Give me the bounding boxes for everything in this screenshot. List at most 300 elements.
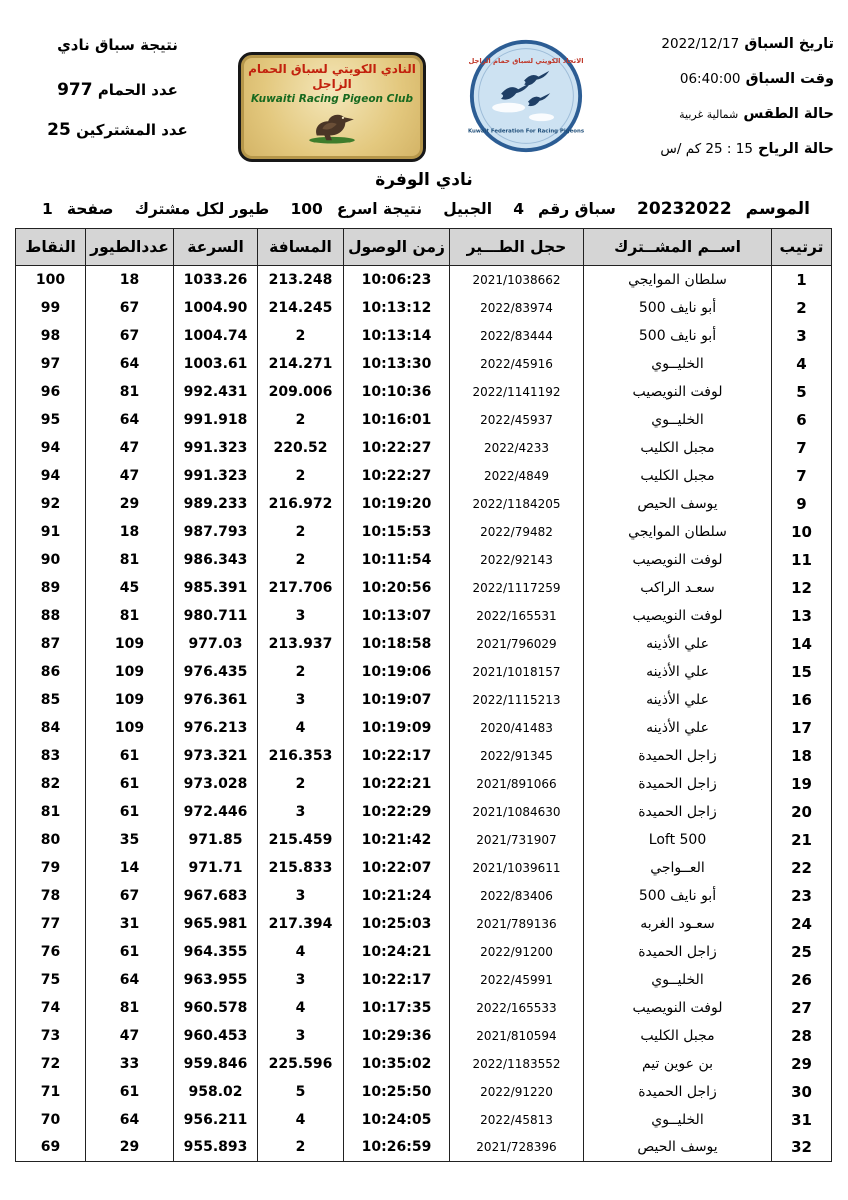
cell-distance: 4 — [258, 994, 344, 1022]
cell-arrival: 10:13:30 — [344, 350, 450, 378]
page-number: 1 — [42, 200, 53, 218]
cell-ring: 2022/45937 — [450, 406, 584, 434]
cell-speed: 976.435 — [174, 658, 258, 686]
cell-name: أبو نايف 500 — [584, 882, 772, 910]
cell-birds: 81 — [86, 378, 174, 406]
cell-name: أبو نايف 500 — [584, 322, 772, 350]
table-row — [16, 1050, 832, 1078]
cell-name: الخليــوي — [584, 406, 772, 434]
table-row — [16, 994, 832, 1022]
cell-rank: 20 — [772, 798, 832, 826]
cell-points: 91 — [16, 518, 86, 546]
race-date-label: تاريخ السباق — [744, 36, 834, 52]
column-header-distance: المسافة — [258, 229, 344, 266]
cell-name: أبو نايف 500 — [584, 294, 772, 322]
race-location — [443, 200, 492, 218]
cell-birds: 109 — [86, 658, 174, 686]
race-date-value: 2022/12/17 — [661, 36, 740, 52]
cell-arrival: 10:22:17 — [344, 742, 450, 770]
cell-distance: 2 — [258, 322, 344, 350]
cell-rank: 17 — [772, 714, 832, 742]
column-header-arrival: زمن الوصول — [344, 229, 450, 266]
column-header-speed: السرعة — [174, 229, 258, 266]
cell-speed: 973.321 — [174, 742, 258, 770]
pigeon-count-value: 977 — [57, 80, 93, 100]
cell-rank: 30 — [772, 1078, 832, 1106]
cell-points: 99 — [16, 294, 86, 322]
race-date-row — [629, 32, 834, 55]
cell-distance: 3 — [258, 1022, 344, 1050]
participant-count-row — [20, 120, 215, 140]
cell-points: 85 — [16, 686, 86, 714]
cell-name: يوسف الحيص — [584, 1134, 772, 1162]
result-summary — [20, 36, 215, 160]
cell-points: 98 — [16, 322, 86, 350]
cell-birds: 61 — [86, 938, 174, 966]
cell-arrival: 10:22:27 — [344, 434, 450, 462]
cell-ring: 2022/91345 — [450, 742, 584, 770]
cell-speed: 959.846 — [174, 1050, 258, 1078]
table-row — [16, 742, 832, 770]
participant-count-value: 25 — [47, 120, 71, 140]
cell-distance: 2 — [258, 406, 344, 434]
column-header-rank: ترتيب — [772, 229, 832, 266]
cell-rank: 27 — [772, 994, 832, 1022]
cell-points: 84 — [16, 714, 86, 742]
cell-speed: 971.85 — [174, 826, 258, 854]
cell-arrival: 10:11:54 — [344, 546, 450, 574]
cell-arrival: 10:22:21 — [344, 770, 450, 798]
race-number-label: سباق رقم — [537, 200, 616, 218]
cell-ring: 2021/1084630 — [450, 798, 584, 826]
cell-birds: 47 — [86, 1022, 174, 1050]
cell-arrival: 10:24:05 — [344, 1106, 450, 1134]
cell-speed: 960.453 — [174, 1022, 258, 1050]
cell-birds: 18 — [86, 518, 174, 546]
cell-rank: 28 — [772, 1022, 832, 1050]
cell-name: لوفت النويصيب — [584, 546, 772, 574]
cell-arrival: 10:22:17 — [344, 966, 450, 994]
cell-birds: 47 — [86, 462, 174, 490]
cell-speed: 989.233 — [174, 490, 258, 518]
cell-speed: 964.355 — [174, 938, 258, 966]
cell-name: زاجل الحميدة — [584, 798, 772, 826]
cell-name: مجبل الكليب — [584, 462, 772, 490]
cell-arrival: 10:10:36 — [344, 378, 450, 406]
table-row — [16, 266, 832, 294]
cell-points: 92 — [16, 490, 86, 518]
table-row — [16, 434, 832, 462]
cell-speed: 1004.90 — [174, 294, 258, 322]
results-tbody — [16, 266, 832, 1162]
cell-arrival: 10:13:12 — [344, 294, 450, 322]
cell-arrival: 10:15:53 — [344, 518, 450, 546]
cell-name: العــواجي — [584, 854, 772, 882]
cell-ring: 2022/1115213 — [450, 686, 584, 714]
cell-speed: 1003.61 — [174, 350, 258, 378]
race-details — [629, 32, 834, 172]
cell-ring: 2022/165533 — [450, 994, 584, 1022]
cell-distance: 213.937 — [258, 630, 344, 658]
race-time-label: وقت السباق — [745, 71, 834, 87]
cell-points: 94 — [16, 462, 86, 490]
cell-birds: 64 — [86, 350, 174, 378]
cell-birds: 14 — [86, 854, 174, 882]
wind-value: 15 : 25 كم /س — [660, 141, 753, 157]
pigeon-count-row — [20, 80, 215, 100]
cell-ring: 2022/1184205 — [450, 490, 584, 518]
table-row — [16, 1134, 832, 1162]
cell-birds: 61 — [86, 770, 174, 798]
table-row — [16, 714, 832, 742]
table-row — [16, 574, 832, 602]
cell-points: 78 — [16, 882, 86, 910]
table-row — [16, 826, 832, 854]
cell-name: لوفت النويصيب — [584, 602, 772, 630]
cell-points: 74 — [16, 994, 86, 1022]
cell-points: 95 — [16, 406, 86, 434]
cell-rank: 25 — [772, 938, 832, 966]
cell-rank: 24 — [772, 910, 832, 938]
table-row — [16, 882, 832, 910]
cell-rank: 3 — [772, 322, 832, 350]
cell-ring: 2022/92143 — [450, 546, 584, 574]
cell-arrival: 10:19:20 — [344, 490, 450, 518]
cell-ring: 2022/45991 — [450, 966, 584, 994]
cell-name: زاجل الحميدة — [584, 770, 772, 798]
cell-distance: 2 — [258, 462, 344, 490]
cell-distance: 3 — [258, 882, 344, 910]
cell-points: 94 — [16, 434, 86, 462]
cell-points: 83 — [16, 742, 86, 770]
cell-distance: 216.972 — [258, 490, 344, 518]
page-group — [42, 200, 114, 218]
cell-birds: 18 — [86, 266, 174, 294]
cell-ring: 2022/1117259 — [450, 574, 584, 602]
cell-speed: 958.02 — [174, 1078, 258, 1106]
wind-label: حالة الرياح — [758, 141, 834, 157]
cell-arrival: 10:16:01 — [344, 406, 450, 434]
cell-arrival: 10:06:23 — [344, 266, 450, 294]
cell-birds: 109 — [86, 630, 174, 658]
cell-ring: 2022/91220 — [450, 1078, 584, 1106]
table-row — [16, 770, 832, 798]
cell-rank: 1 — [772, 266, 832, 294]
federation-logo-arabic-text: الاتحاد الكويتي لسباق حمام الزاجل — [468, 57, 584, 66]
cell-name: سلطان الموايجي — [584, 266, 772, 294]
cell-arrival: 10:13:14 — [344, 322, 450, 350]
cell-name: سلطان الموايجي — [584, 518, 772, 546]
cell-birds: 67 — [86, 882, 174, 910]
table-row — [16, 966, 832, 994]
cell-distance: 4 — [258, 714, 344, 742]
cell-ring: 2022/165531 — [450, 602, 584, 630]
cell-rank: 7 — [772, 434, 832, 462]
race-info-bar — [42, 199, 810, 219]
cell-arrival: 10:25:50 — [344, 1078, 450, 1106]
cell-birds: 33 — [86, 1050, 174, 1078]
cell-distance: 4 — [258, 938, 344, 966]
cell-ring: 2022/4233 — [450, 434, 584, 462]
cell-distance: 225.596 — [258, 1050, 344, 1078]
cell-rank: 6 — [772, 406, 832, 434]
cell-birds: 29 — [86, 1134, 174, 1162]
cell-distance: 3 — [258, 602, 344, 630]
cell-birds: 45 — [86, 574, 174, 602]
cell-rank: 4 — [772, 350, 832, 378]
cell-rank: 29 — [772, 1050, 832, 1078]
cell-distance: 3 — [258, 798, 344, 826]
cell-speed: 991.323 — [174, 434, 258, 462]
cell-birds: 61 — [86, 798, 174, 826]
season-label: الموسم — [745, 199, 810, 219]
column-header-name: اســم المشــترك — [584, 229, 772, 266]
cell-arrival: 10:25:03 — [344, 910, 450, 938]
race-time-value: 06:40:00 — [679, 71, 741, 87]
cell-ring: 2022/83444 — [450, 322, 584, 350]
cell-birds: 29 — [86, 490, 174, 518]
table-row — [16, 546, 832, 574]
cell-ring: 2022/79482 — [450, 518, 584, 546]
cell-ring: 2021/728396 — [450, 1134, 584, 1162]
table-row — [16, 658, 832, 686]
table-row — [16, 462, 832, 490]
cell-points: 76 — [16, 938, 86, 966]
race-number-value: 4 — [513, 200, 524, 218]
cell-ring: 2021/1018157 — [450, 658, 584, 686]
cell-speed: 963.955 — [174, 966, 258, 994]
cell-birds: 81 — [86, 602, 174, 630]
column-header-birds: عددالطيور — [86, 229, 174, 266]
cell-arrival: 10:19:07 — [344, 686, 450, 714]
cell-speed: 1033.26 — [174, 266, 258, 294]
table-row — [16, 490, 832, 518]
table-row — [16, 798, 832, 826]
cell-name: زاجل الحميدة — [584, 1078, 772, 1106]
cell-rank: 31 — [772, 1106, 832, 1134]
cell-speed: 991.918 — [174, 406, 258, 434]
cell-birds: 81 — [86, 994, 174, 1022]
cell-distance: 213.248 — [258, 266, 344, 294]
race-location-value: الجبيل — [443, 200, 493, 218]
cell-arrival: 10:26:59 — [344, 1134, 450, 1162]
cell-ring: 2022/45813 — [450, 1106, 584, 1134]
table-row — [16, 910, 832, 938]
cell-arrival: 10:17:35 — [344, 994, 450, 1022]
cell-name: علي الأذينه — [584, 658, 772, 686]
cell-distance: 214.271 — [258, 350, 344, 378]
cell-arrival: 10:22:27 — [344, 462, 450, 490]
cell-ring: 2021/796029 — [450, 630, 584, 658]
cell-points: 70 — [16, 1106, 86, 1134]
table-row — [16, 686, 832, 714]
cell-points: 81 — [16, 798, 86, 826]
table-row — [16, 1078, 832, 1106]
cell-points: 88 — [16, 602, 86, 630]
result-type-group — [290, 200, 422, 218]
cell-name: لوفت النويصيب — [584, 378, 772, 406]
cell-rank: 15 — [772, 658, 832, 686]
results-table — [15, 228, 832, 1162]
cell-ring: 2022/83974 — [450, 294, 584, 322]
cell-speed: 985.391 — [174, 574, 258, 602]
cell-speed: 955.893 — [174, 1134, 258, 1162]
cell-name: لوفت النويصيب — [584, 994, 772, 1022]
cell-rank: 13 — [772, 602, 832, 630]
cell-name: سعـد الراكب — [584, 574, 772, 602]
cell-speed: 980.711 — [174, 602, 258, 630]
table-row — [16, 854, 832, 882]
cell-points: 80 — [16, 826, 86, 854]
cell-name: زاجل الحميدة — [584, 938, 772, 966]
cell-distance: 220.52 — [258, 434, 344, 462]
cell-points: 100 — [16, 266, 86, 294]
cell-speed: 956.211 — [174, 1106, 258, 1134]
cell-speed: 1004.74 — [174, 322, 258, 350]
result-type-value: 100 — [290, 200, 323, 218]
cell-arrival: 10:35:02 — [344, 1050, 450, 1078]
cell-speed: 987.793 — [174, 518, 258, 546]
cell-ring: 2021/810594 — [450, 1022, 584, 1050]
cell-arrival: 10:21:42 — [344, 826, 450, 854]
cell-ring: 2022/4849 — [450, 462, 584, 490]
cell-distance: 4 — [258, 1106, 344, 1134]
cell-name: بن عوين تيم — [584, 1050, 772, 1078]
birds-per-participant — [135, 200, 270, 218]
cell-name: علي الأذينه — [584, 686, 772, 714]
cell-arrival: 10:19:09 — [344, 714, 450, 742]
cell-name: Loft 500 — [584, 826, 772, 854]
season-group — [637, 199, 810, 219]
cell-points: 97 — [16, 350, 86, 378]
cell-speed: 960.578 — [174, 994, 258, 1022]
cell-distance: 3 — [258, 966, 344, 994]
cell-rank: 2 — [772, 294, 832, 322]
cell-speed: 976.213 — [174, 714, 258, 742]
page-label: صفحة — [66, 200, 114, 218]
cell-points: 72 — [16, 1050, 86, 1078]
table-row — [16, 350, 832, 378]
cell-arrival: 10:29:36 — [344, 1022, 450, 1050]
cell-speed: 972.446 — [174, 798, 258, 826]
cell-ring: 2020/41483 — [450, 714, 584, 742]
cell-rank: 18 — [772, 742, 832, 770]
cell-name: الخليــوي — [584, 350, 772, 378]
cell-speed: 967.683 — [174, 882, 258, 910]
cell-ring: 2021/1038662 — [450, 266, 584, 294]
cell-points: 69 — [16, 1134, 86, 1162]
cell-name: سعـود الغربه — [584, 910, 772, 938]
pigeon-count-label: عدد الحمام — [97, 81, 178, 99]
cell-ring: 2022/45916 — [450, 350, 584, 378]
weather-label: حالة الطقس — [743, 106, 834, 122]
wind-row — [629, 137, 834, 160]
cell-birds: 61 — [86, 1078, 174, 1106]
table-row — [16, 602, 832, 630]
cell-ring: 2022/1141192 — [450, 378, 584, 406]
cell-name: الخليــوي — [584, 1106, 772, 1134]
cell-birds: 109 — [86, 714, 174, 742]
cell-name: يوسف الحيص — [584, 490, 772, 518]
cell-birds: 47 — [86, 434, 174, 462]
cell-rank: 32 — [772, 1134, 832, 1162]
cell-rank: 5 — [772, 378, 832, 406]
cell-rank: 11 — [772, 546, 832, 574]
federation-logo-english-text: Kuwait Federation For Racing Pigeons — [468, 128, 584, 135]
club-logo — [238, 52, 426, 162]
cell-rank: 21 — [772, 826, 832, 854]
cell-distance: 217.706 — [258, 574, 344, 602]
cell-distance: 216.353 — [258, 742, 344, 770]
cell-distance: 2 — [258, 770, 344, 798]
season-value: 20232022 — [637, 199, 732, 219]
pigeon-icon — [303, 106, 361, 144]
cell-name: زاجل الحميدة — [584, 742, 772, 770]
cell-birds: 61 — [86, 742, 174, 770]
cell-points: 87 — [16, 630, 86, 658]
cell-ring: 2021/891066 — [450, 770, 584, 798]
cell-distance: 2 — [258, 658, 344, 686]
cell-ring: 2021/1039611 — [450, 854, 584, 882]
cell-arrival: 10:20:56 — [344, 574, 450, 602]
cell-ring: 2022/83406 — [450, 882, 584, 910]
cell-rank: 19 — [772, 770, 832, 798]
cell-distance: 3 — [258, 686, 344, 714]
cell-rank: 26 — [772, 966, 832, 994]
table-row — [16, 322, 832, 350]
cell-speed: 992.431 — [174, 378, 258, 406]
weather-value: شمالية غربية — [679, 108, 739, 121]
cell-rank: 23 — [772, 882, 832, 910]
cell-points: 89 — [16, 574, 86, 602]
birds-per-participant-label: طيور لكل مشترك — [134, 200, 270, 218]
cell-points: 96 — [16, 378, 86, 406]
cell-ring: 2021/789136 — [450, 910, 584, 938]
cell-arrival: 10:21:24 — [344, 882, 450, 910]
cell-distance: 209.006 — [258, 378, 344, 406]
cell-points: 71 — [16, 1078, 86, 1106]
cell-speed: 977.03 — [174, 630, 258, 658]
table-row — [16, 294, 832, 322]
cell-points: 90 — [16, 546, 86, 574]
cell-speed: 971.71 — [174, 854, 258, 882]
cell-rank: 10 — [772, 518, 832, 546]
cell-birds: 35 — [86, 826, 174, 854]
table-row — [16, 1022, 832, 1050]
cell-speed: 965.981 — [174, 910, 258, 938]
table-row — [16, 378, 832, 406]
cell-arrival: 10:22:07 — [344, 854, 450, 882]
cell-birds: 64 — [86, 1106, 174, 1134]
cell-points: 75 — [16, 966, 86, 994]
cell-ring: 2022/91200 — [450, 938, 584, 966]
cell-points: 86 — [16, 658, 86, 686]
cell-name: مجبل الكليب — [584, 434, 772, 462]
cell-name: الخليــوي — [584, 966, 772, 994]
cell-rank: 14 — [772, 630, 832, 658]
cell-points: 77 — [16, 910, 86, 938]
cell-arrival: 10:19:06 — [344, 658, 450, 686]
cell-birds: 67 — [86, 294, 174, 322]
cell-distance: 2 — [258, 546, 344, 574]
participant-count-label: عدد المشتركين — [76, 121, 188, 139]
cell-birds: 109 — [86, 686, 174, 714]
result-type-label: نتيجة اسرع — [336, 200, 423, 218]
cell-distance: 214.245 — [258, 294, 344, 322]
cell-name: علي الأذينه — [584, 630, 772, 658]
federation-logo — [468, 38, 584, 154]
cell-arrival: 10:18:58 — [344, 630, 450, 658]
